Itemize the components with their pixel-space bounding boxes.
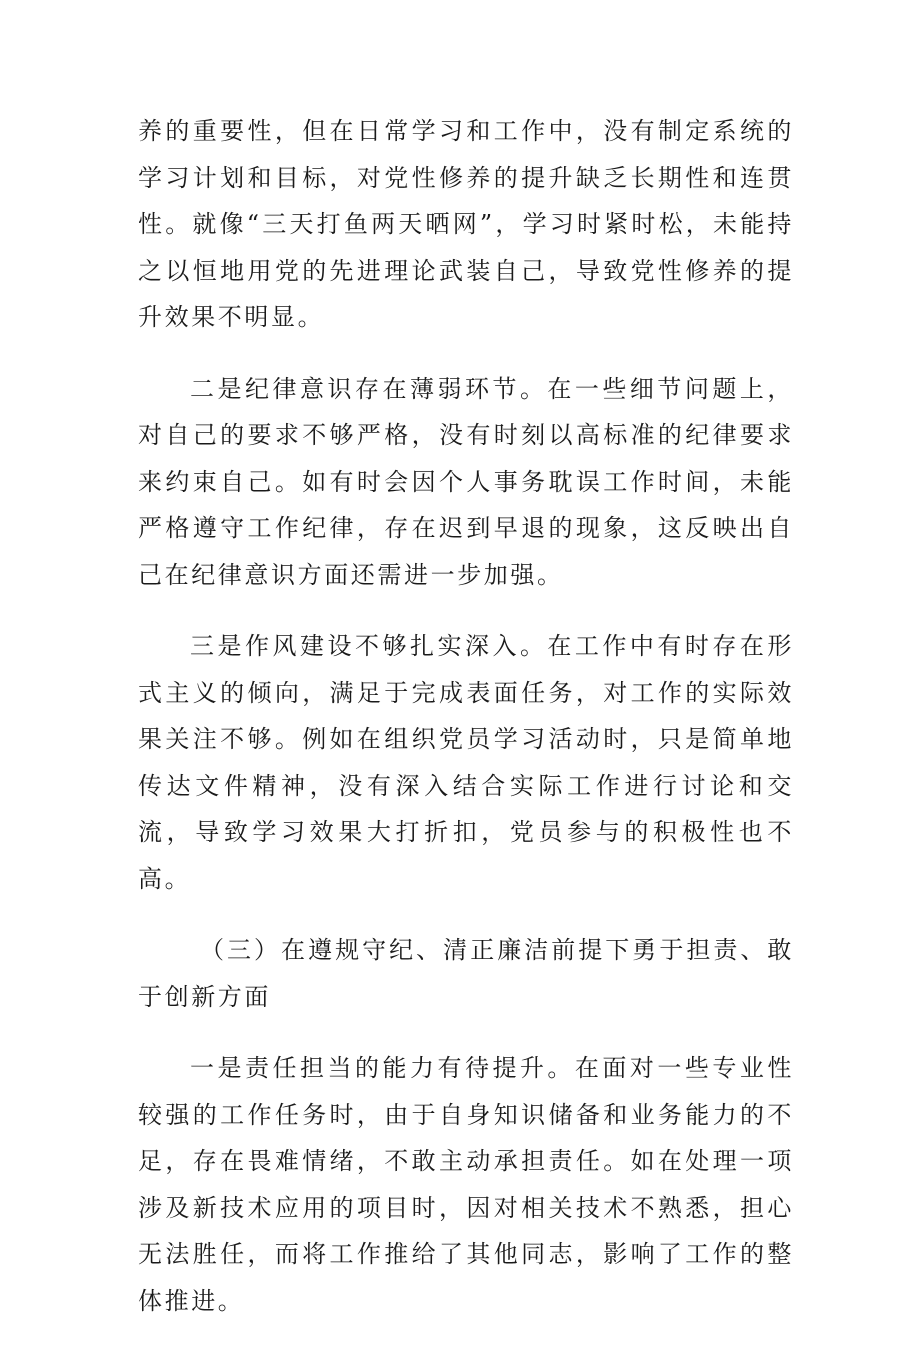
paragraph-responsibility: 一是责任担当的能力有待提升。在面对一些专业性较强的工作任务时，由于自身知识储备和业务能力的不足，存在畏难情绪，不敢主动承担责任。如在处理一项涉及新技术应用的项目时，因对相关技术不熟悉，担心无法胜任，而将工作推给了其他同志，影响了工作的整体推进。 <box>138 1054 794 1315</box>
paragraph-continuation: 养的重要性，但在日常学习和工作中，没有制定系统的学习计划和目标，对党性修养的提升缺乏长期性和连贯性。就像“三天打鱼两天晒网”，学习时紧时松，未能持之以恒地用党的先进理论武装自己，导致党性修养的提升效果不明显。 <box>138 117 794 331</box>
document-body <box>138 108 794 1349</box>
paragraph-discipline-awareness: 二是纪律意识存在薄弱环节。在一些细节问题上，对自己的要求不够严格，没有时刻以高标准的纪律要求来约束自己。如有时会因个人事务耽误工作时间，未能严格遵守工作纪律，存在迟到早退的现象，这反映出自己在纪律意识方面还需进一步加强。 <box>138 374 794 589</box>
paragraph-work-style: 三是作风建设不够扎实深入。在工作中有时存在形式主义的倾向，满足于完成表面任务，对工作的实际效果关注不够。例如在组织党员学习活动时，只是简单地传达文件精神，没有深入结合实际工作进行讨论和交流，导致学习效果大打折扣，党员参与的积极性也不高。 <box>138 632 794 893</box>
section-heading-3: （三）在遵规守纪、清正廉洁前提下勇于担责、敢于创新方面 <box>138 936 794 1011</box>
